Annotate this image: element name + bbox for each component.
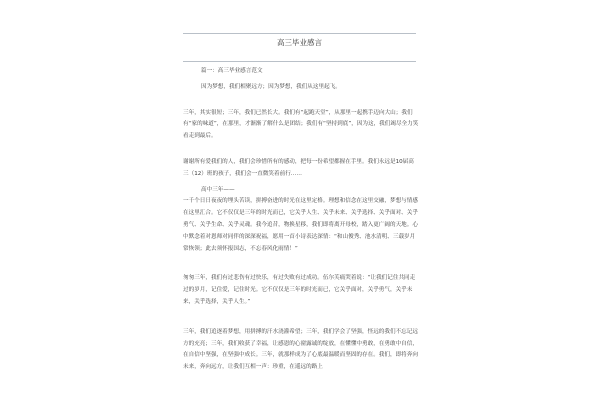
page-title: 高三毕业感言 [277,38,322,47]
title-top-divider [183,33,416,34]
paragraph-thanks: 谢谢所有爱我们的人，我们会珍惜所有的感动，把每一份希望都握在手里。我们永远是10届高三（12）班的孩子，我们会一直微笑着前行…… [183,158,414,177]
paragraph-intro: 因为梦想，我们相聚远方；因为梦想，我们从这里起飞。 [201,83,341,90]
subheading-high-school: 高中三年—— [201,186,235,193]
paragraph-hurried-years: 匆匆三年，我们有过悲伤有过快乐，有过失败有过成功。伍尔芙痛哭着说：“让我们记住共同走过的岁月，记住爱，记住时光。它不仅仅是三年的时光而已，它关乎面对，关乎勇气，关乎未来，关乎选择，关乎人生。” [183,275,416,305]
document-body [183,62,419,374]
section-heading: 篇一：高三毕业感言范文 [201,68,263,74]
paragraph-three-years: 三年，其实很短；三年，我们已然长大。我们有“起跑天堂”，从那里一起携手迈向大山；我们有“家的味道”，在那里，才渐渐了解什么是团结；我们有“坚持到底”，因为这，我们竭尽全力笑看走到最后。 [183,109,419,140]
paragraph-thousand-days: 一千个日日夜夜的埋头苦读，拼搏奋进的时光在这里定格。理想和信念在这里交融，梦想与情感在这里汇合。它不仅仅是三年的时光而已，它关乎人生、关乎未来、关乎选择、关乎面对、关乎勇气、关乎生命、关乎灵魂。我今追昔，物换星移，我们即将离开母校，踏入更广阔的天地。心中默念着对恩师对同伴的深深祝福，愿用一首小诗表达深情：“和山俊秀、池水清明、三载岁月常恢领；此去须怀报国志，不忘春风化雨情！” [183,198,418,252]
paragraph-chasing-dreams: 三年，我们追逐着梦想，用拼搏的汗水浇灌希望；三年，我们学会了坚强，怪远的我们不忘记远方的充亮；三年，我们收获了幸福，让感恩的心窗露诚的绽放，在懂懂中勇敢，在勇敢中自信，在自信中坚强，在坚强中成长。三年，就那样成为了心底最温暖而坚固的存在。我们，即将奔向未来，奔向远方，让我们互相一声：珍重，在遥远的路上 [183,328,418,371]
